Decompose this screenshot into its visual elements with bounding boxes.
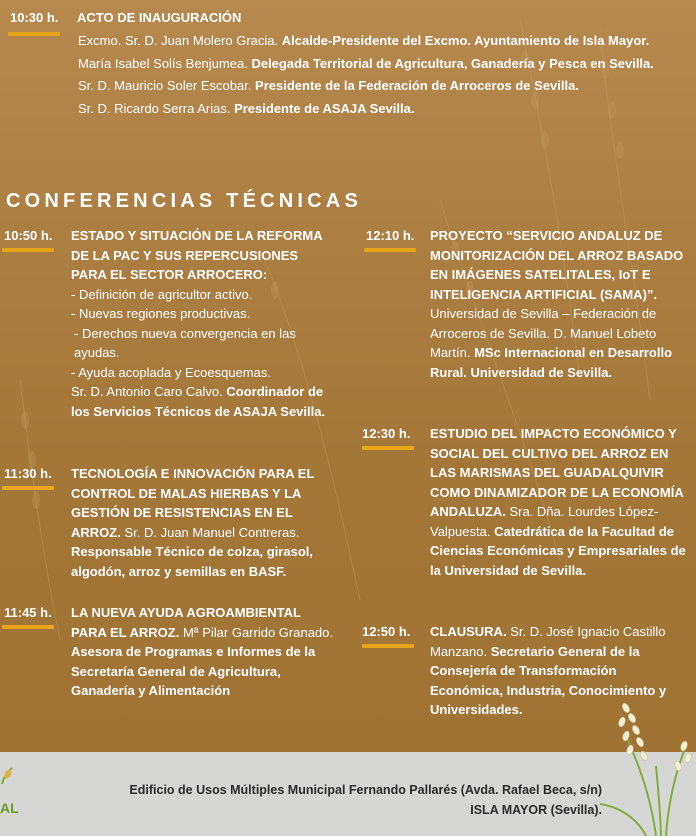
talk-role: Asesora de Programas e Informes de la Secretaría General de Agricultura, Ganadería y Alimentación: [71, 644, 316, 698]
talk-content: [71, 464, 333, 581]
talk-content: [71, 603, 333, 701]
talk-time-bar: [2, 625, 54, 629]
talk-title: TECNOLOGÍA E INNOVACIÓN PARA EL CONTROL DE MALAS HIERBAS Y LA GESTIÓN DE RESISTENCIAS EN EL ARROZ.: [71, 466, 315, 540]
logo-text-fragment: AL: [0, 800, 19, 816]
logo-leaf-icon: [0, 766, 14, 786]
rice-plant-icon: [596, 696, 696, 836]
talk-time-bar: [364, 248, 416, 252]
person-row: Sr. D. Mauricio Soler Escobar. Presidente de la Federación de Arroceros de Sevilla.: [78, 78, 579, 93]
talk-speaker: Mª Pilar Garrido Granado.: [182, 624, 334, 640]
address-line-2: ISLA MAYOR (Sevilla).: [470, 803, 602, 817]
talk-time: 12:30 h.: [362, 426, 411, 441]
footer: [0, 752, 696, 836]
talk-role: Catedrática de la Facultad de Ciencias Económicas y Empresariales de la Universidad de Sevilla.: [430, 523, 686, 578]
talk-speaker: Sra. Dña. Lourdes López-Valpuesta.: [430, 504, 659, 539]
talk-role: Responsable Técnico de colza, girasol, algodón, arroz y semillas en BASF.: [71, 544, 314, 579]
talk-time: 12:10 h.: [366, 228, 415, 243]
inauguration-people: [78, 31, 676, 118]
talk-speaker: Universidad de Sevilla – Federación de Arroceros de Sevilla. D. Manuel Lobeto Martín.: [430, 306, 657, 360]
section-title: CONFERENCIAS TÉCNICAS: [6, 190, 362, 212]
talk-item: - Nuevas regiones productivas.: [71, 306, 251, 321]
person-row: María Isabel Solís Benjumea. Delegada Territorial de Agricultura, Ganadería y Pesca en Sevilla.: [78, 55, 654, 71]
talk-content: [430, 226, 688, 382]
talk-time-bar: [362, 644, 414, 648]
talk-title: ESTUDIO DEL IMPACTO ECONÓMICO Y SOCIAL DEL CULTIVO DEL ARROZ EN LAS MARISMAS DEL GUADALQUIVIR COMO DINAMIZADOR DE LA ECONOMÍA ANDALUZA.: [430, 426, 684, 519]
talk-time: 12:50 h.: [362, 624, 411, 639]
talk-time-bar: [2, 486, 54, 490]
talk-speaker-line: Sr. D. Antonio Caro Calvo. Coordinador de los Servicios Técnicos de ASAJA Sevilla.: [71, 384, 326, 419]
person-row: Excmo. Sr. D. Juan Molero Gracia. Alcalde-Presidente del Excmo. Ayuntamiento de Isla Mayor.: [78, 33, 650, 48]
talk-item: - Derechos nueva convergencia en las ayudas.: [74, 325, 296, 360]
talk-speaker: Sr. D. José Ignacio Castillo Manzano.: [430, 624, 666, 659]
venue-address: [90, 780, 602, 820]
inauguration-title: ACTO DE INAUGURACIÓN: [77, 10, 242, 25]
talk-speaker: Sr. D. Juan Manuel Contreras.: [124, 524, 300, 540]
talk-time-bar: [2, 248, 54, 252]
talk-time: 11:45 h.: [4, 605, 52, 620]
talk-content: [71, 226, 333, 421]
inauguration-time-bar: [8, 32, 60, 36]
talk-title: PROYECTO “SERVICIO ANDALUZ DE MONITORIZACIÓN DEL ARROZ BASADO EN IMÁGENES SATELITALES, IoT E INTELIGENCIA ARTIFICIAL (SAMA)”.: [430, 228, 684, 302]
inauguration-time: 10:30 h.: [10, 10, 59, 25]
address-line-1: Edificio de Usos Múltiples Municipal Fernando Pallarés (Avda. Rafael Beca, s/n): [129, 783, 602, 797]
talk-content: [430, 424, 688, 580]
talk-time-bar: [362, 446, 414, 450]
talk-title: ESTADO Y SITUACIÓN DE LA REFORMA DE LA PAC Y SUS REPERCUSIONES PARA EL SECTOR ARROCERO:: [71, 228, 323, 282]
talk-title: CLAUSURA.: [430, 624, 507, 639]
talk-item: - Definición de agricultor activo.: [71, 286, 253, 302]
talk-role: MSc Internacional en Desarrollo Rural. Universidad de Sevilla.: [430, 345, 673, 380]
talk-item: - Ayuda acoplada y Ecoesquemas.: [71, 364, 271, 380]
talk-time: 10:50 h.: [4, 228, 53, 243]
person-row: Sr. D. Ricardo Serra Arias. Presidente de ASAJA Sevilla.: [78, 100, 415, 116]
talk-time: 11:30 h.: [4, 466, 52, 481]
talk-role: Secretario General de la Consejería de Transformación Económica, Industria, Conocimiento y Universidades.: [430, 643, 667, 717]
talk-title: LA NUEVA AYUDA AGROAMBIENTAL PARA EL ARROZ.: [71, 605, 301, 640]
